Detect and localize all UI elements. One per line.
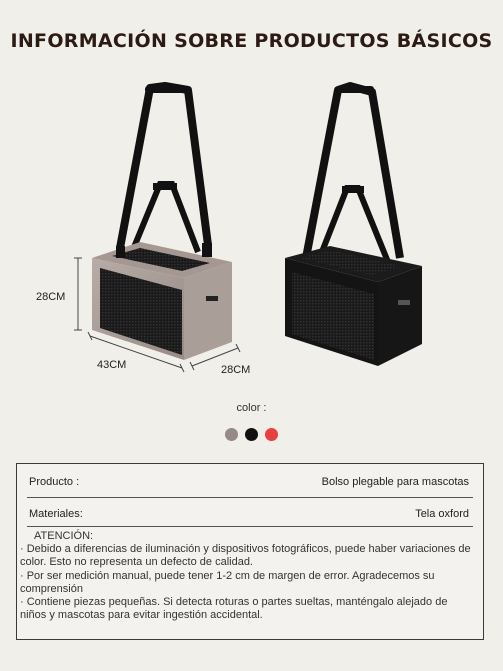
note-item: · Por ser medición manual, puede tener 1-2 cm de margen de error. Agradecemos su comprensión bbox=[20, 569, 435, 595]
width-dimension-label: 28CM bbox=[221, 364, 251, 376]
divider bbox=[27, 497, 473, 498]
materials-row bbox=[29, 508, 469, 520]
attention-title: ATENCIÓN: bbox=[34, 530, 94, 542]
color-swatch-red[interactable] bbox=[265, 428, 278, 441]
note-item: · Contiene piezas pequeñas. Si detecta roturas o partes sueltas, manténgalo alejado de niños y mascotas para evitar ingestión accidental. bbox=[20, 596, 448, 622]
page-title: INFORMACIÓN SOBRE PRODUCTOS BÁSICOS bbox=[10, 30, 493, 52]
height-dimension-line bbox=[74, 258, 82, 330]
color-label: color : bbox=[236, 402, 267, 414]
product-value: Bolso plegable para mascotas bbox=[321, 476, 469, 488]
black-carrier-image bbox=[285, 86, 422, 366]
length-dimension-label: 43CM bbox=[97, 359, 127, 371]
color-swatch-gray[interactable] bbox=[225, 428, 238, 441]
materials-value: Tela oxford bbox=[415, 508, 469, 520]
color-swatches bbox=[225, 428, 278, 441]
divider bbox=[27, 526, 473, 527]
height-dimension-label: 28CM bbox=[36, 291, 66, 303]
color-swatch-black[interactable] bbox=[245, 428, 258, 441]
materials-label: Materiales: bbox=[29, 508, 83, 520]
product-row bbox=[29, 476, 469, 488]
product-label: Producto : bbox=[29, 476, 80, 488]
product-info-box bbox=[16, 463, 484, 640]
attention-notes bbox=[20, 530, 475, 622]
gray-carrier-image bbox=[92, 86, 232, 360]
note-item: · Debido a diferencias de iluminación y dispositivos fotográficos, puede haber variaciones de color. Esto no representa un defecto de calidad. bbox=[20, 543, 471, 569]
